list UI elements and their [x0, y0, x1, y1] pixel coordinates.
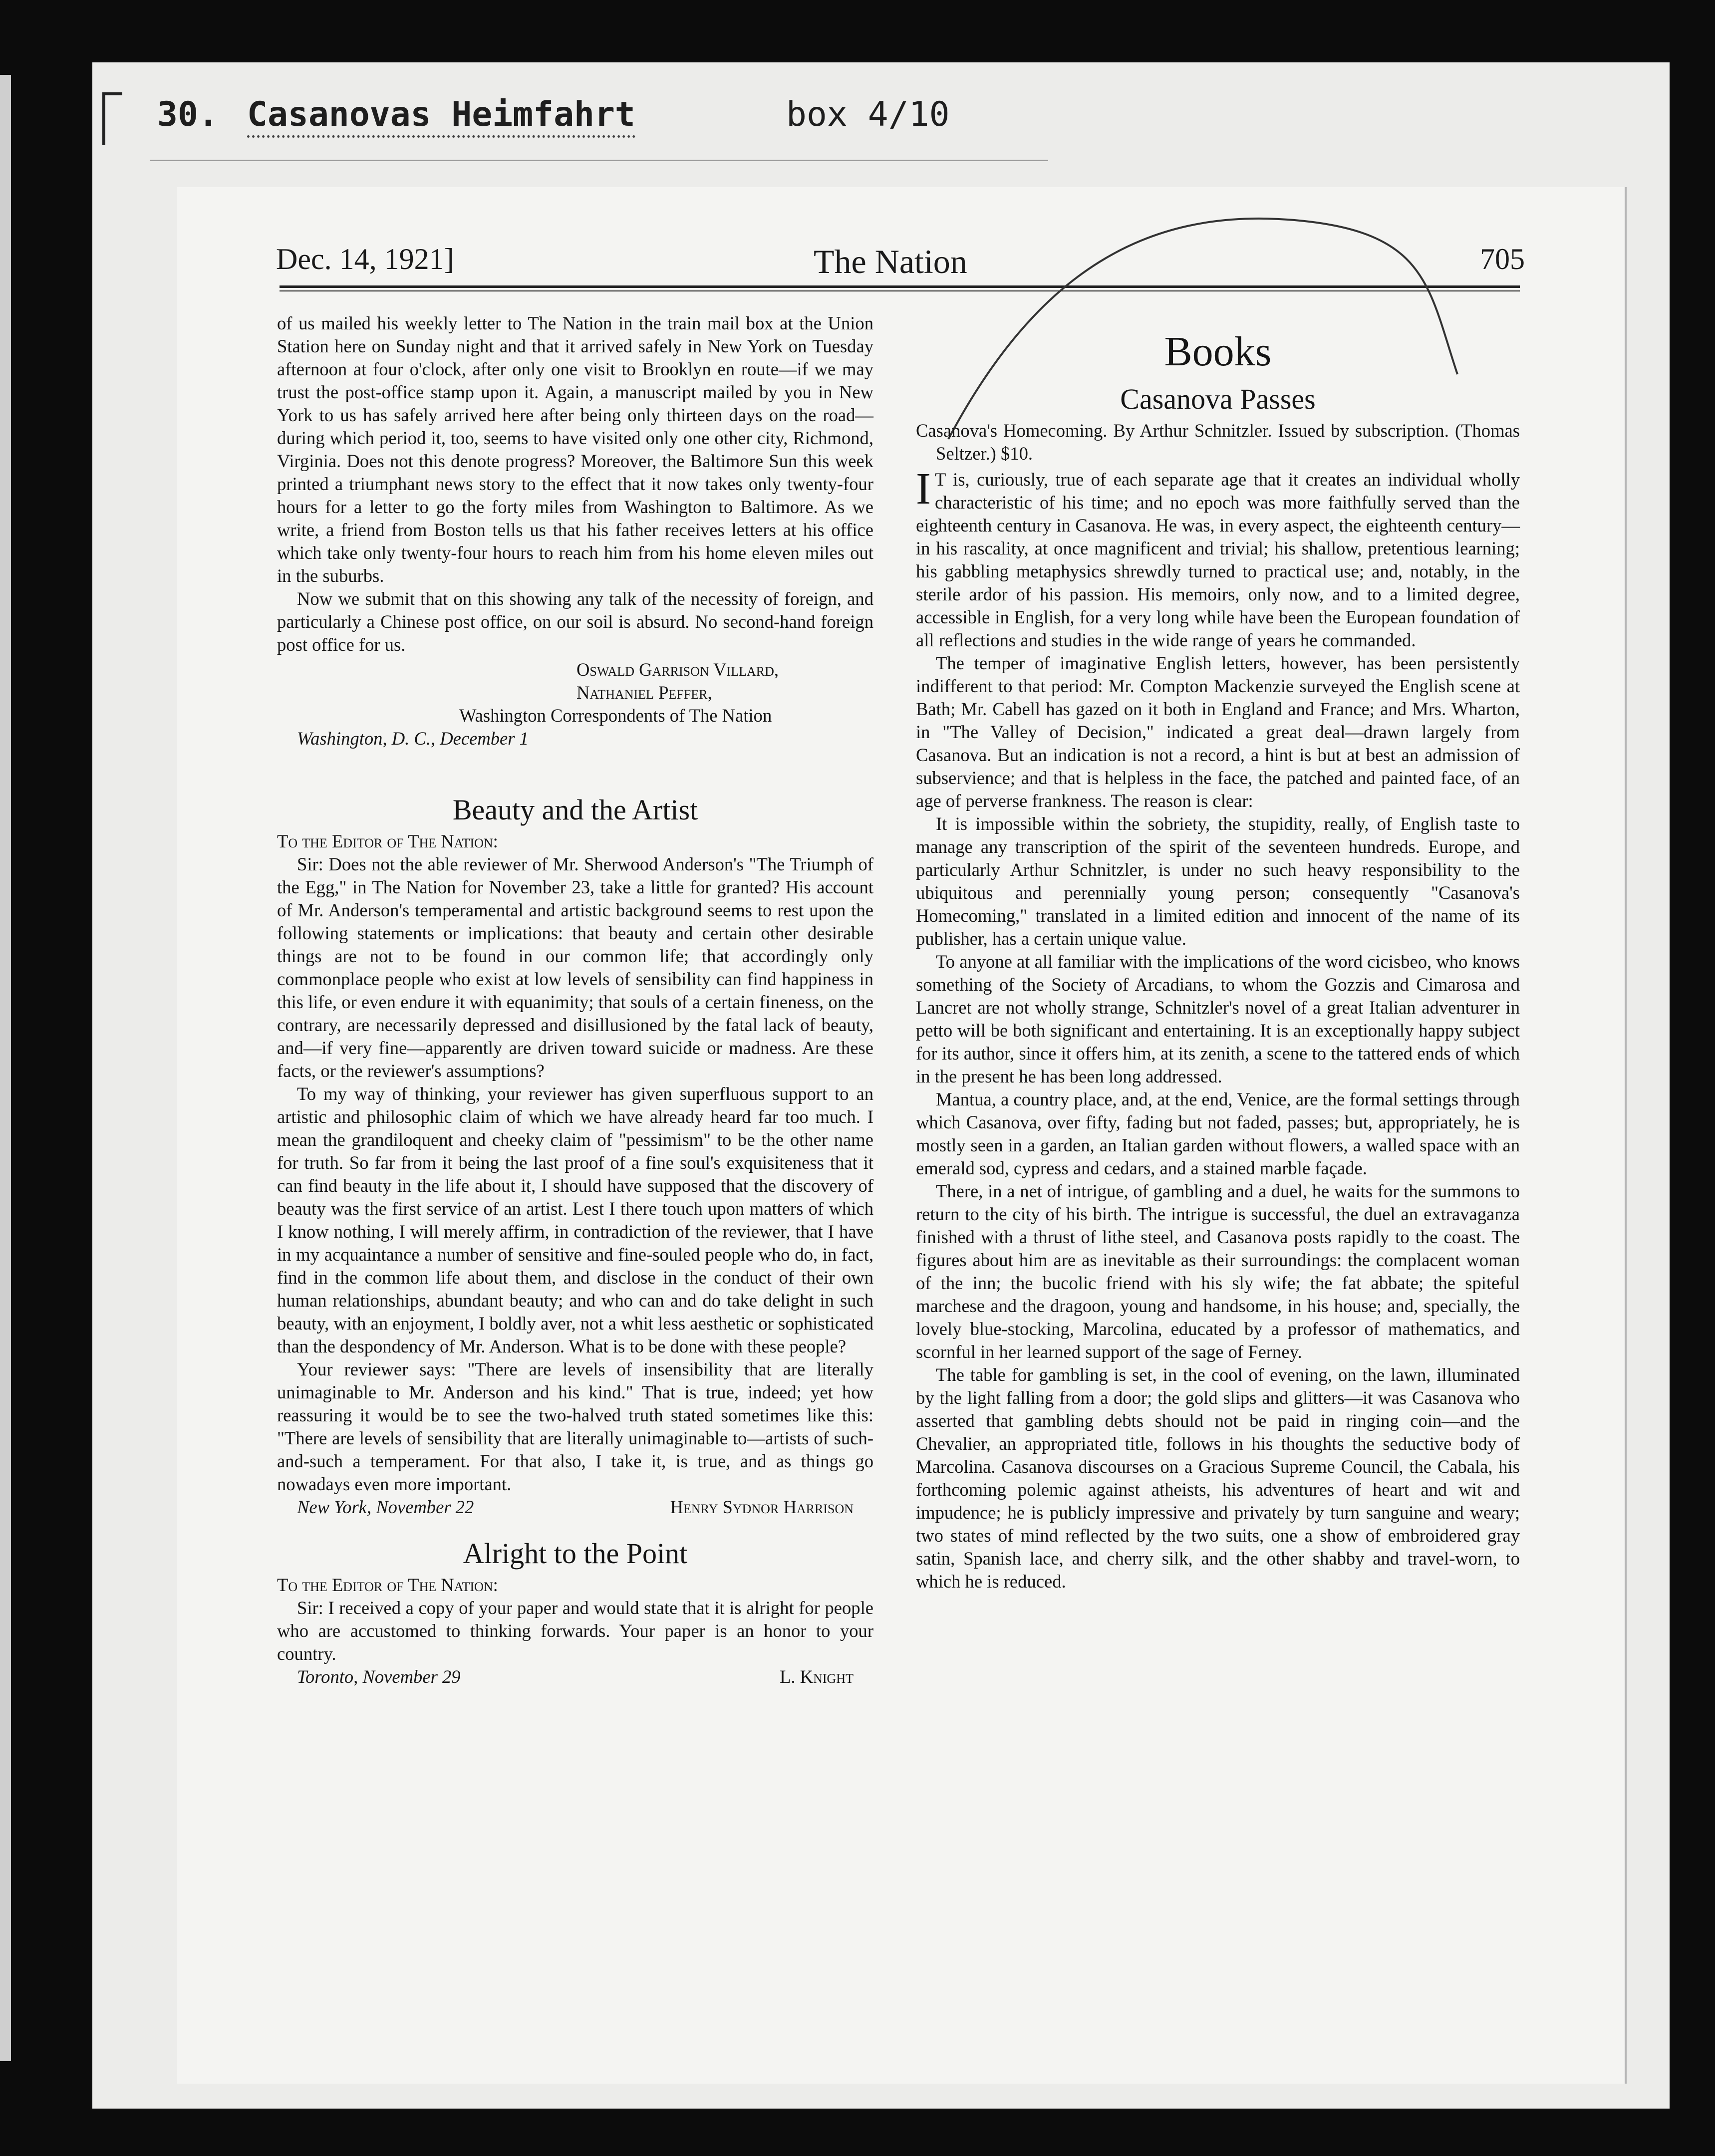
archive-title: Casanovas Heimfahrt [247, 95, 635, 138]
review-paragraph-5: Mantua, a country place, and, at the end, Venice, are the formal settings through which Casanova, over fifty, fading but not faded, passes; but, appropriately, he is mostly seen in a garden, an Italian garden without flowers, a walled space with an emerald sod, cypress and cedars, and a stained marble façade. [916, 1089, 1520, 1178]
signoff-harrison [277, 1496, 873, 1519]
archive-box-location: box 4/10 [786, 95, 950, 134]
review-paragraph-7: The table for gambling is set, in the cool of evening, on the lawn, illuminated by the light falling from a door; the gold slips and glitters—it was Casanova who asserted that gambling debts should not be paid in ringing coin—and the Chevalier, an appropriated title, follows in his thoughts the seductive body of Marcolina. Casanova discourses on a Gracious Supreme Council, the Cabala, his forthcoming polemic against atheists, his adventures of heart and wit and impudence; he is publicly impressive and privately by turn sanguine and weary; two states of mind reflected by the two suits, one a show of embroidered gray satin, Spanish lace, and cherry silk, and the other shabby and travel-worn, to which he is reduced. [916, 1364, 1520, 1592]
archive-label [102, 92, 1300, 147]
dateline-new-york: New York, November 22 [297, 1497, 474, 1517]
issue-date: Dec. 14, 1921] [276, 243, 454, 275]
signature-harrison: Henry Sydnor Harrison [670, 1497, 854, 1517]
review-paragraph-1: I T is, curiously, true of each separate age that it creates an individual wholly characteristic of his time; and no epoch was more faithfully served than the eighteenth century in Casanova. He was, in every aspect, the eighteenth century—in his rascality, at once magnificent and trivial; his shallow, pretentious learning; his gabbling metaphysics shrewdly turned to practical use; and, notably, in the sterile ardor of his passion. His memoirs, only now, and to a limited degree, accessible in English, for a very long while have been the European foundation of all reflections and studies in the wide range of years he commanded. [916, 464, 1520, 650]
adjacent-page-edge [0, 75, 11, 2061]
review-paragraph-3: It is impossible within the sobriety, the stupidity, really, of English taste to manage any transcription of the spirit of the seventeen hundreds. Europe, and particularly Arthur Schnitzler, is under no such heavy responsibility to the ubiquitous and perennially young person; consequently "Casanova's Homecoming," translated in a limited edition and innocent of the name of its publisher, has a certain unique value. [916, 813, 1520, 949]
letter-continuation: of us mailed his weekly letter to The Nation in the train mail box at the Union Station here on Sunday night and that it arrived safely in New York on Tuesday afternoon at four o'clock, after only one visit to Brooklyn en route—if we may trust the post-office stamp upon it. Again, a manuscript mailed by you in New York to us has safely arrived here after being only thirteen days on the road—during which period it, too, seems to have visited only one other city, Richmond, Virginia. Does not this denote progress? Moreover, the Baltimore Sun this week printed a triumphant news story to the effect that it now takes only twenty-four hours for a letter to go the forty miles from Washington to Baltimore. As we write, a friend from Boston tells us that his father receives letters at his office which take only twenty-four hours to reach him from his home eleven miles out in the suburbs. [277, 313, 873, 586]
beauty-paragraph-1: Sir: Does not the able reviewer of Mr. Sherwood Anderson's "The Triumph of the Egg," in The Nation for November 23, take a little for granted? His account of Mr. Anderson's temperamental and artistic background seems to rest upon the following statements or implications: that beauty and certain other desirable things are not to be found in our common life; that accordingly only commonplace people who exist at low levels of sensibility can find happiness in this life, or even endure it with equanimity; that souls of a certain fineness, on the contrary, are necessarily depressed and disillusioned by the fatal lack of beauty, and—if very fine—apparently are driven toward suicide or madness. Are these facts, or the reviewer's assumptions? [277, 854, 873, 1081]
right-column [916, 324, 1520, 1593]
left-column [277, 312, 873, 1688]
heading-alright-to-the-point: Alright to the Point [463, 1537, 688, 1570]
publication-title: The Nation [814, 243, 967, 280]
review-paragraph-6: There, in a net of intrigue, of gambling and a duel, he waits for the summons to return to the city of his birth. The intrigue is successful, the duel an extravaganza finished with a thrust of lithe steel, and Casanova posts rapidly to the coast. The figures about him are as inevitable as their surroundings: the complacent woman of the inn; the bucolic friend with his sly wife; the fat abbate; the spiteful marchese and the dragoon, young and handsome, in his house; and, specially, the lovely blue-stocking, Marcolina, educated by a professor of mathematics, and scornful in her learned support of the sage of Ferney. [916, 1181, 1520, 1362]
salutation: To the Editor of The Nation: [277, 1575, 498, 1595]
label-divider [150, 160, 1048, 161]
alright-paragraph: Sir: I received a copy of your paper and would state that it is alright for people who are accustomed to thinking forwards. Your paper is an honor to your country. [277, 1598, 873, 1664]
signature-knight: L. Knight [780, 1666, 854, 1687]
review-paragraph-2: The temper of imaginative English letters, however, has been persistently indifferent to that period: Mr. Compton Mackenzie surveyed the English scene at Bath; Mr. Cabell has gazed on it both in England and France; and Mrs. Wharton, in "The Valley of Decision," indicated a great deal—drawn largely from Casanova. But an indication is not a record, a hint is but at best an admission of subservience; and that is helpless in the face, the patched and painted face, of an age of perverse frankness. The reason is clear: [916, 653, 1520, 811]
book-citation: Casanova's Homecoming. By Arthur Schnitzler. Issued by subscription. (Thomas Seltzer.) $10. [916, 420, 1520, 464]
page-number: 705 [1480, 243, 1525, 275]
beauty-paragraph-3: Your reviewer says: "There are levels of insensibility that are literally unimaginable to Mr. Anderson and his kind." That is true, indeed; yet how reassuring it would be to see the two-halved truth stated sometimes like this: "There are levels of sensibility that are literally unimaginable to—artists of such-and-such a temperament. For that also, I take it, is true, and as things go nowadays even more important. [277, 1359, 873, 1494]
salutation: To the Editor of The Nation: [277, 831, 498, 851]
label-bracket [102, 92, 122, 145]
letter-paragraph: Now we submit that on this showing any talk of the necessity of foreign, and particularly a Chinese post office, on our soil is absurd. No second-hand foreign post office for us. [277, 588, 873, 655]
signature-villard: Oswald Garrison Villard, [576, 659, 779, 680]
review-title: Casanova Passes [1120, 383, 1316, 415]
drop-cap: I [916, 464, 931, 514]
review-paragraph-4: To anyone at all familiar with the implications of the word cicisbeo, who knows something of the Society of Arcadians, to whom the Gozzis and Cimarosa and Lancret are not wholly strange, Schnitzler's novel of a great Italian adventurer in petto will be both significant and entertaining. It is an exceptionally happy subject for its author, since it offers him, at its zenith, a scene to the tattered ends of which in the present he has been long addressed. [916, 951, 1520, 1086]
dateline-toronto: Toronto, November 29 [297, 1666, 461, 1687]
signoff-knight [277, 1665, 873, 1688]
beauty-paragraph-2: To my way of thinking, your reviewer has given superfluous support to an artistic and philosophic claim of which we have already heard far too much. I mean the grandiloquent and cheeky claim of "pessimism" to be the other name for truth. So far from it being the last proof of a fine soul's exquisiteness that it can find beauty in the life about it, I should have supposed that the discovery of beauty was the first service of an artist. Lest I there touch upon matters of which I know nothing, I will merely affirm, in contradiction of the reviewer, that I have in my acquaintance a number of sensitive and fine-souled people who do, in fact, find in the common life about them, and disclose in the conduct of their own human relationships, abundant beauty; and who can and do take delight in such beauty, with an enjoyment, I boldly aver, not a whit less aesthetic or sophisticated than the despondency of Mr. Anderson. What is to be done with these people? [277, 1083, 873, 1356]
heading-beauty-and-the-artist: Beauty and the Artist [452, 794, 698, 826]
signature-role: Washington Correspondents of The Nation [459, 705, 772, 726]
section-heading-books: Books [1164, 328, 1272, 375]
dateline-washington: Washington, D. C., December 1 [297, 728, 529, 749]
archive-number: 30. [157, 95, 219, 134]
signature-block [277, 658, 873, 704]
signature-peffer: Nathaniel Peffer, [576, 682, 712, 703]
